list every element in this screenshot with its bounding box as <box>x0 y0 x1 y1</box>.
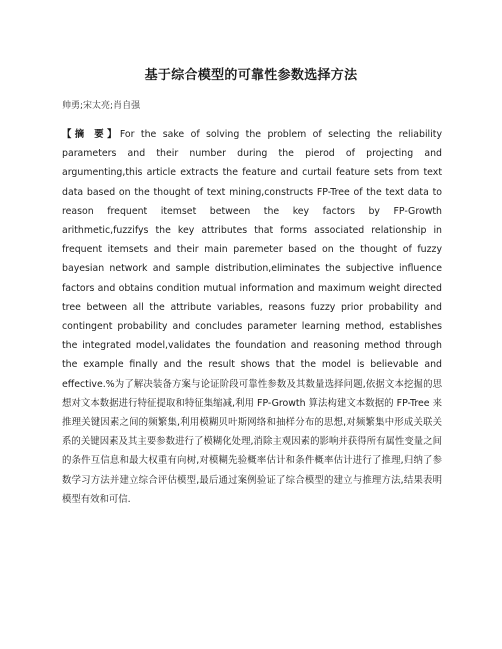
paper-title: 基于综合模型的可靠性参数选择方法 <box>144 68 358 83</box>
abstract-label: 【摘 要】 <box>62 129 120 140</box>
author-list: 帅勇;宋太亮;肖自强 <box>62 101 141 111</box>
abstract-paragraph <box>62 125 442 509</box>
abstract-text: For the sake of solving the problem of selecting the reliability parameters and their number during the pierod of projecting and argumenting,this article extracts the feature and curtail feature sets from text data based on the thought of text mining,constructs FP-Tree of the text data to reason frequent itemset between the key factors by FP-Growth arithmetic,fuzzifys the key attributes that forms associated relationship in frequent itemsets and their main paremeter based on the thought of fuzzy bayesian network and sample distribution,eliminates the subjective influence factors and obtains condition mutual information and maximum weight directed tree between all the attribute variables, reasons fuzzy prior probability and contingent probability and concludes parameter learning method, establishes the integrated model,validates the foundation and reasoning method through the example finally and the result shows that the model is believable and effective.%为了解决装备方案与论证阶段可靠性参数及其数量选择问题,依据文本挖掘的思想对文本数据进行特征提取和特征集缩减,利用 FP-Growth 算法构建文本数据的 FP-Tree 来推理关键因素之间的频繁集,利用模糊贝叶斯网络和抽样分布的思想,对频繁集中形成关联关系的关键因素及其主要参数进行了模糊化处理,消除主观因素的影响并获得所有属性变量之间的条件互信息和最大权重有向树,对模糊先验概率估计和条件概率估计进行了推理,归纳了参数学习方法并建立综合评估模型,最后通过案例验证了综合模型的建立与推理方法,结果表明模型有效和可信. <box>62 129 442 505</box>
